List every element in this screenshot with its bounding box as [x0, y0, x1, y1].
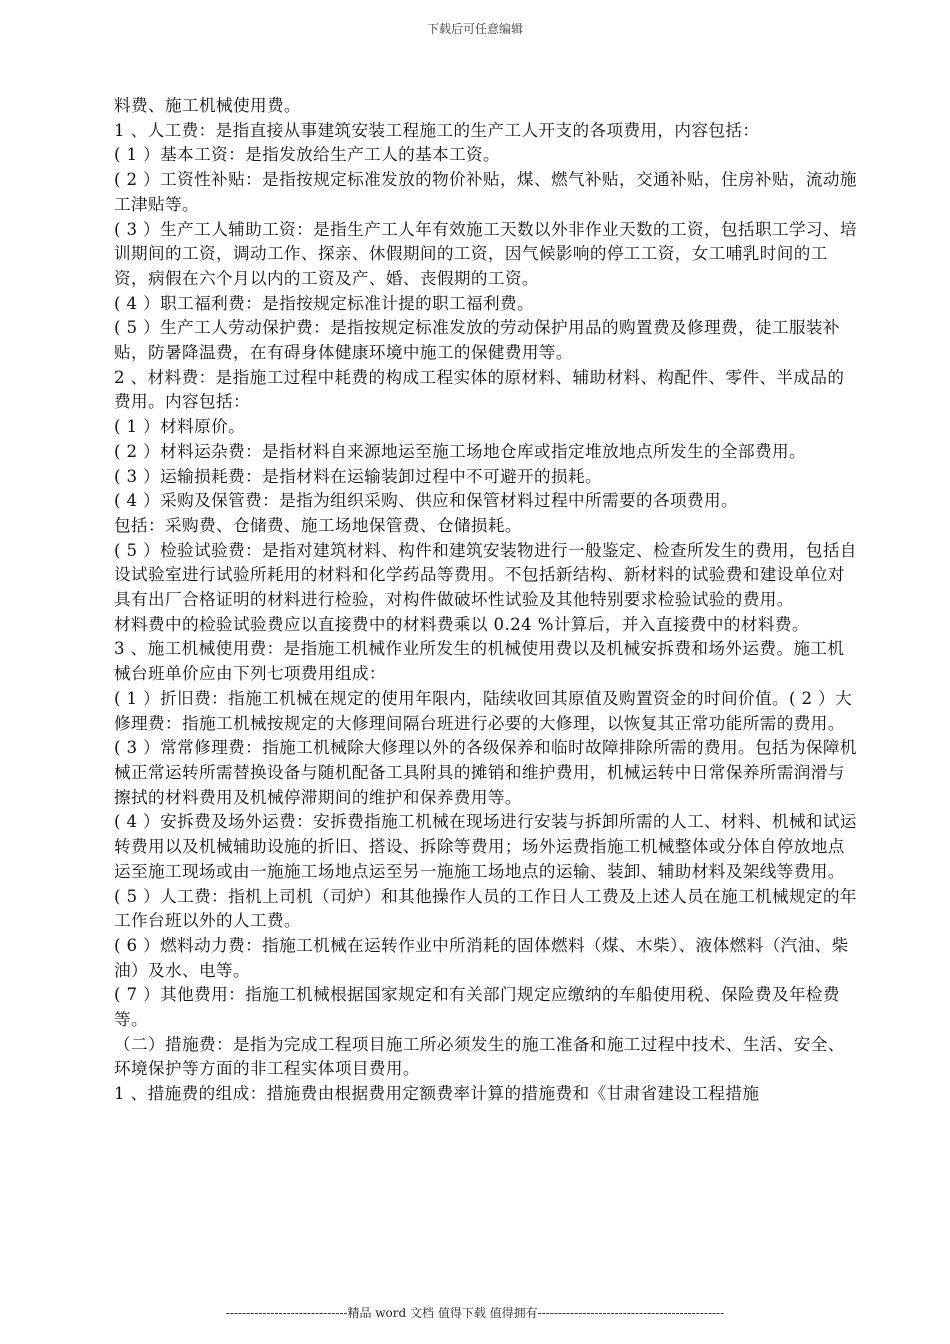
paragraph: ( 4 ）安拆费及场外运费：安拆费指施工机械在现场进行安装与拆卸所需的人工、材料、机械和试运转费用以及机械辅助设施的折旧、搭设、拆除等费用；场外运费指施工机械整体或分体自停放地点运至施工现场或由一施施工场地点运至另一施施工场地点的运输、装卸、辅助材料及架线等费用。 [114, 812, 857, 881]
paragraph: 2 、材料费：是指施工过程中耗费的构成工程实体的原材料、辅助材料、构配件、零件、半成品的费用。内容包括： [114, 367, 845, 412]
paragraph: 材料费中的检验试验费应以直接费中的材料费乘以 0.24 %计算后，并入直接费中的材料费。 [114, 614, 809, 634]
paragraph: ( 4 ）采购及保管费：是指为组织采购、供应和保管材料过程中所需要的各项费用。 [114, 491, 738, 511]
document-body [114, 94, 858, 1107]
paragraph: ( 2 ）材料运杂费：是指材料自来源地运至施工场地仓库或指定堆放地点所发生的全部费用。 [114, 441, 806, 461]
paragraph: 1 、人工费：是指直接从事建筑安装工程施工的生产工人开支的各项费用，内容包括： [114, 120, 760, 140]
paragraph: ( 4 ）职工福利费：是指按规定标准计提的职工福利费。 [114, 293, 535, 313]
paragraph: ( 5 ）人工费：指机上司机（司炉）和其他操作人员的工作日人工费及上述人员在施工机械规定的年工作台班以外的人工费。 [114, 886, 857, 931]
paragraph: ( 6 ）燃料动力费：指施工机械在运转作业中所消耗的固体燃料（煤、木柴）、液体燃料（汽油、柴油）及水、电等。 [114, 935, 849, 980]
paragraph: ( 1 ）材料原价。 [114, 417, 246, 437]
paragraph: ( 3 ）生产工人辅助工资：是指生产工人年有效施工天数以外非作业天数的工资，包括职工学习、培训期间的工资，调动工作、探亲、休假期间的工资，因气候影响的停工工资，女工哺乳时间的工资，病假在六个月以内的工资及产、婚、丧假期的工资。 [114, 219, 857, 288]
paragraph: 1 、措施费的组成：措施费由根据费用定额费率计算的措施费和《甘肃省建设工程措施 [114, 1084, 760, 1104]
paragraph: ( 2 ）工资性补贴：是指按规定标准发放的物价补贴，煤、燃气补贴，交通补贴，住房补贴，流动施工津贴等。 [114, 170, 857, 214]
paragraph: （二）措施费：是指为完成工程项目施工所必须发生的施工准备和施工过程中技术、生活、安全、环境保护等方面的非工程实体项目费用。 [114, 1034, 845, 1079]
page-footer: ------------------------------精品 word 文档 值得下载 值得拥有---------------------------------------------- [225, 1306, 725, 1320]
paragraph: ( 5 ）生产工人劳动保护费：是指按规定标准发放的劳动保护用品的购置费及修理费，徒工服装补贴，防暑降温费，在有碍身体健康环境中施工的保健费用等。 [114, 318, 840, 363]
page-header: 下载后可任意编辑 [426, 22, 523, 36]
paragraph: ( 3 ）运输损耗费：是指材料在运输装卸过程中不可避开的损耗。 [114, 466, 603, 486]
paragraph: ( 3 ）常常修理费：指施工机械除大修理以外的各级保养和临时故障排除所需的费用。包括为保障机械正常运转所需替换设备与随机配备工具附具的摊销和维护费用，机械运转中日常保养所需润滑与擦拭的材料费用及机械停滞期间的维护和保养费用等。 [114, 738, 857, 807]
paragraph: ( 7 ）其他费用：指施工机械根据国家规定和有关部门规定应缴纳的车船使用税、保险费及年检费等。 [114, 985, 840, 1030]
paragraph: ( 1 ）折旧费：指施工机械在规定的使用年限内，陆续收回其原值及购置资金的时间价值。( 2 ）大修理费：指施工机械按规定的大修理间隔台班进行必要的大修理，以恢复其正常功能所需的费用。 [114, 688, 853, 733]
paragraph: ( 1 ）基本工资：是指发放给生产工人的基本工资。 [114, 145, 501, 165]
paragraph: ( 5 ）检验试验费：是指对建筑材料、构件和建筑安装物进行一般鉴定、检查所发生的费用，包括自设试验室进行试验所耗用的材料和化学药品等费用。不包括新结构、新材料的试验费和建设单位对具有出厂合格证明的材料进行检验，对构件做破坏性试验及其他特别要求检验试验的费用。 [114, 540, 857, 610]
paragraph: 料费、施工机械使用费。 [114, 96, 301, 115]
paragraph: 3 、施工机械使用费：是指施工机械作业所发生的机械使用费以及机械安拆费和场外运费。施工机械台班单价应由下列七项费用组成： [114, 639, 845, 684]
paragraph: 包括：采购费、仓储费、施工场地保管费、仓储损耗。 [114, 515, 522, 535]
